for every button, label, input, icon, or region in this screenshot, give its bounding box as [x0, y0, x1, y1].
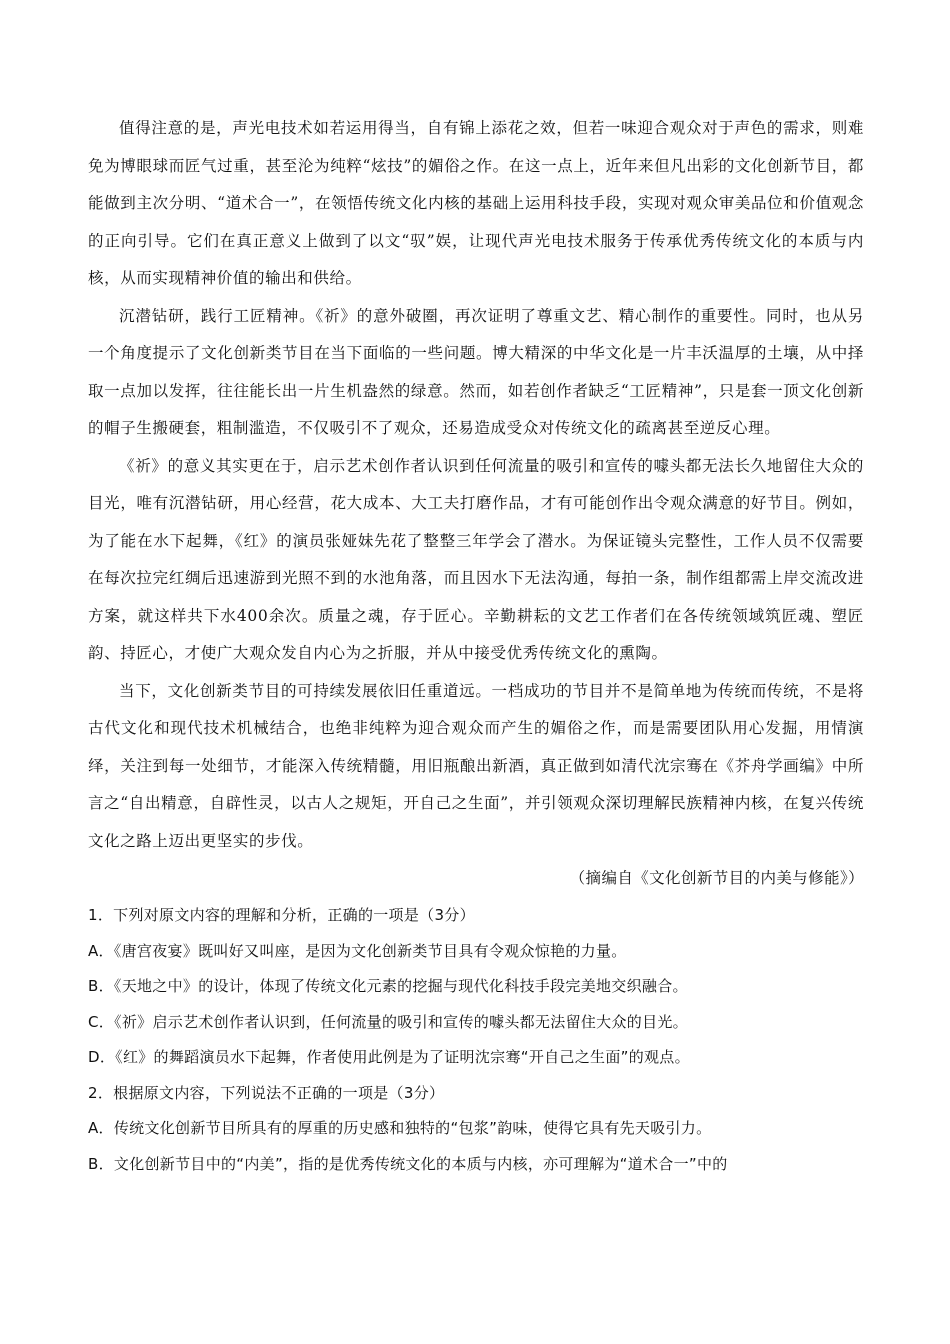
question-1-option-c: C．《祈》启示艺术创作者认识到，任何流量的吸引和宣传的噱头都无法留住大众的目光。 — [88, 1012, 688, 1031]
article-paragraph-2: 沉潜钻研，践行工匠精神。《祈》的意外破圈，再次证明了尊重文艺、精心制作的重要性。同时，也从另一个角度提示了文化创新类节目在当下面临的一些问题。博大精深的中华文化是一片丰沃温厚的土壤，从中择取一点加以发挥，往往能长出一片生机盎然的绿意。然而，如若创作者缺乏“工匠精神”，只是套一顶文化创新的帽子生搬硬套，粗制滥造，不仅吸引不了观众，还易造成受众对传统文化的疏离甚至逆反心理。 — [88, 306, 864, 437]
question-1-option-a: A．《唐宫夜宴》既叫好又叫座，是因为文化创新类节目具有令观众惊艳的力量。 — [88, 941, 627, 960]
article-body — [88, 110, 864, 896]
article-paragraph-1: 值得注意的是，声光电技术如若运用得当，自有锦上添花之效，但若一味迎合观众对于声色的需求，则难免为博眼球而匠气过重，甚至沦为纯粹“炫技”的媚俗之作。在这一点上，近年来但凡出彩的文化创新节目，都能做到主次分明、“道术合一”，在领悟传统文化内核的基础上运用科技手段，实现对观众审美品位和价值观念的正向引导。它们在真正意义上做到了以文“驭”娱，让现代声光电技术服务于传承优秀传统文化的本质与内核，从而实现精神价值的输出和供给。 — [88, 119, 864, 287]
question-2 — [88, 1076, 864, 1183]
question-2-option-b: B．文化创新节目中的“内美”，指的是优秀传统文化的本质与内核，亦可理解为“道术合一”中的 — [88, 1154, 728, 1173]
article-source: （摘编自《文化创新节目的内美与修能》） — [569, 869, 864, 887]
article-paragraph-4: 当下，文化创新类节目的可持续发展依旧任重道远。一档成功的节目并不是简单地为传统而传统，不是将古代文化和现代技术机械结合，也绝非纯粹为迎合观众而产生的媚俗之作，而是需要团队用心发掘，用情演绎，关注到每一处细节，才能深入传统精髓，用旧瓶酿出新酒，真正做到如清代沈宗骞在《芥舟学画编》中所言之“自出精意，自辟性灵，以古人之规矩，开自己之生面”，并引领观众深切理解民族精神内核，在复兴传统文化之路上迈出更坚实的步伐。 — [88, 681, 864, 850]
question-2-option-a: A．传统文化创新节目所具有的厚重的历史感和独特的“包浆”韵味，使得它具有先天吸引力。 — [88, 1119, 712, 1137]
question-1-stem: 1．下列对原文内容的理解和分析，正确的一项是（3分） — [88, 906, 475, 924]
question-1-option-b: B．《天地之中》的设计，体现了传统文化元素的挖掘与现代化科技手段完美地交织融合。 — [88, 977, 688, 995]
question-1-option-d: D．《红》的舞蹈演员水下起舞，作者使用此例是为了证明沈宗骞“开自己之生面”的观点。 — [88, 1048, 690, 1066]
question-1 — [88, 898, 864, 1076]
article-paragraph-3: 《祈》的意义其实更在于，启示艺术创作者认识到任何流量的吸引和宣传的噱头都无法长久地留住大众的目光，唯有沉潜钻研，用心经营，花大成本、大工夫打磨作品，才有可能创作出令观众满意的好节目。例如，为了能在水下起舞，《红》的演员张娅妹先花了整整三年学会了潜水。为保证镜头完整性，工作人员不仅需要在每次拉完红绸后迅速游到光照不到的水池角落，而且因水下无法沟通，每拍一条，制作组都需上岸交流改进方案，就这样共下水400余次。质量之魂，存于匠心。辛勤耕耘的文艺工作者们在各传统领域筑匠魂、塑匠韵、持匠心，才使广大观众发自内心为之折服，并从中接受优秀传统文化的熏陶。 — [88, 456, 864, 662]
question-2-stem: 2．根据原文内容，下列说法不正确的一项是（3分） — [88, 1083, 445, 1102]
document-page — [88, 110, 864, 1182]
